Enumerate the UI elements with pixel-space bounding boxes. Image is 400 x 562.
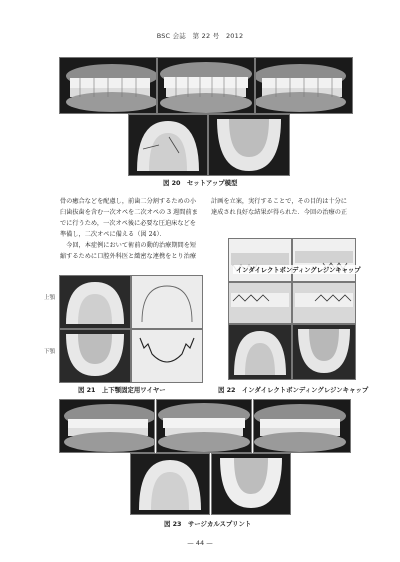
resin-cap-lower-right-photo [228,282,292,324]
running-head: BSC 会誌 第 22 号 2012 [156,32,244,40]
resin-cap-overlay-label: インダイレクトボンディングレジンキャップ [233,265,364,274]
body-text-line: 準備し，二次オペに備える（図 24）． [60,231,166,238]
resin-cap-lower-left-photo [292,282,356,324]
body-text-line: でに行うため，一次オペ後に必要な圧迫床などを [60,220,196,227]
body-text-line: 骨の癒合などを配慮し，前歯二分割するための小 [60,198,197,205]
setup-model-left-lateral-photo [255,57,353,114]
splint-right-lateral-photo [59,399,155,453]
splint-upper-occlusal-photo [130,453,210,515]
figure-21-caption: 図 21 上下顎固定用ワイヤー [78,386,166,394]
resin-cap-lower-occlusal-photo [292,324,356,380]
page-number: — 44 — [187,539,213,547]
splint-frontal-photo [156,399,252,453]
figure-23-caption: 図 23 サージカルスプリント [164,520,252,528]
resin-cap-upper-right-photo [228,238,292,282]
setup-model-right-lateral-photo [59,57,157,114]
lower-jaw-label: 下顎 [44,349,56,355]
upper-jaw-label: 上顎 [44,295,56,301]
body-text-line: 達成され良好な結果が得られた．今回の治療の正 [211,209,348,216]
body-text-line: 計画を立案，実行することで，その目的は十分に [211,198,347,205]
setup-model-frontal-photo [157,57,255,114]
splint-left-lateral-photo [253,399,351,453]
body-text-line: 臼歯抜歯を含む一次オペを二次オペの 3 週間前ま [60,209,198,216]
setup-model-lower-occlusal-photo [208,114,290,176]
resin-cap-upper-left-photo [292,238,356,282]
body-text-line: 縮するために口腔外科医と緻密な連携をとり治療 [60,253,197,260]
figure-22-caption: 図 22 インダイレクトボンディングレジンキャップ [218,386,369,394]
figure-20-caption: 図 20 セットアップ模型 [163,179,238,187]
upper-jaw-model-photo [59,275,131,329]
lower-fixation-wire-photo [131,329,203,383]
resin-cap-upper-occlusal-photo [228,324,292,380]
upper-fixation-wire-photo [131,275,203,329]
splint-occlusal-photo [211,453,291,515]
lower-jaw-model-photo [59,329,131,383]
body-text-line: 今回，本症例において術前の動的治療期間を短 [60,242,197,249]
setup-model-upper-occlusal-photo [128,114,208,176]
